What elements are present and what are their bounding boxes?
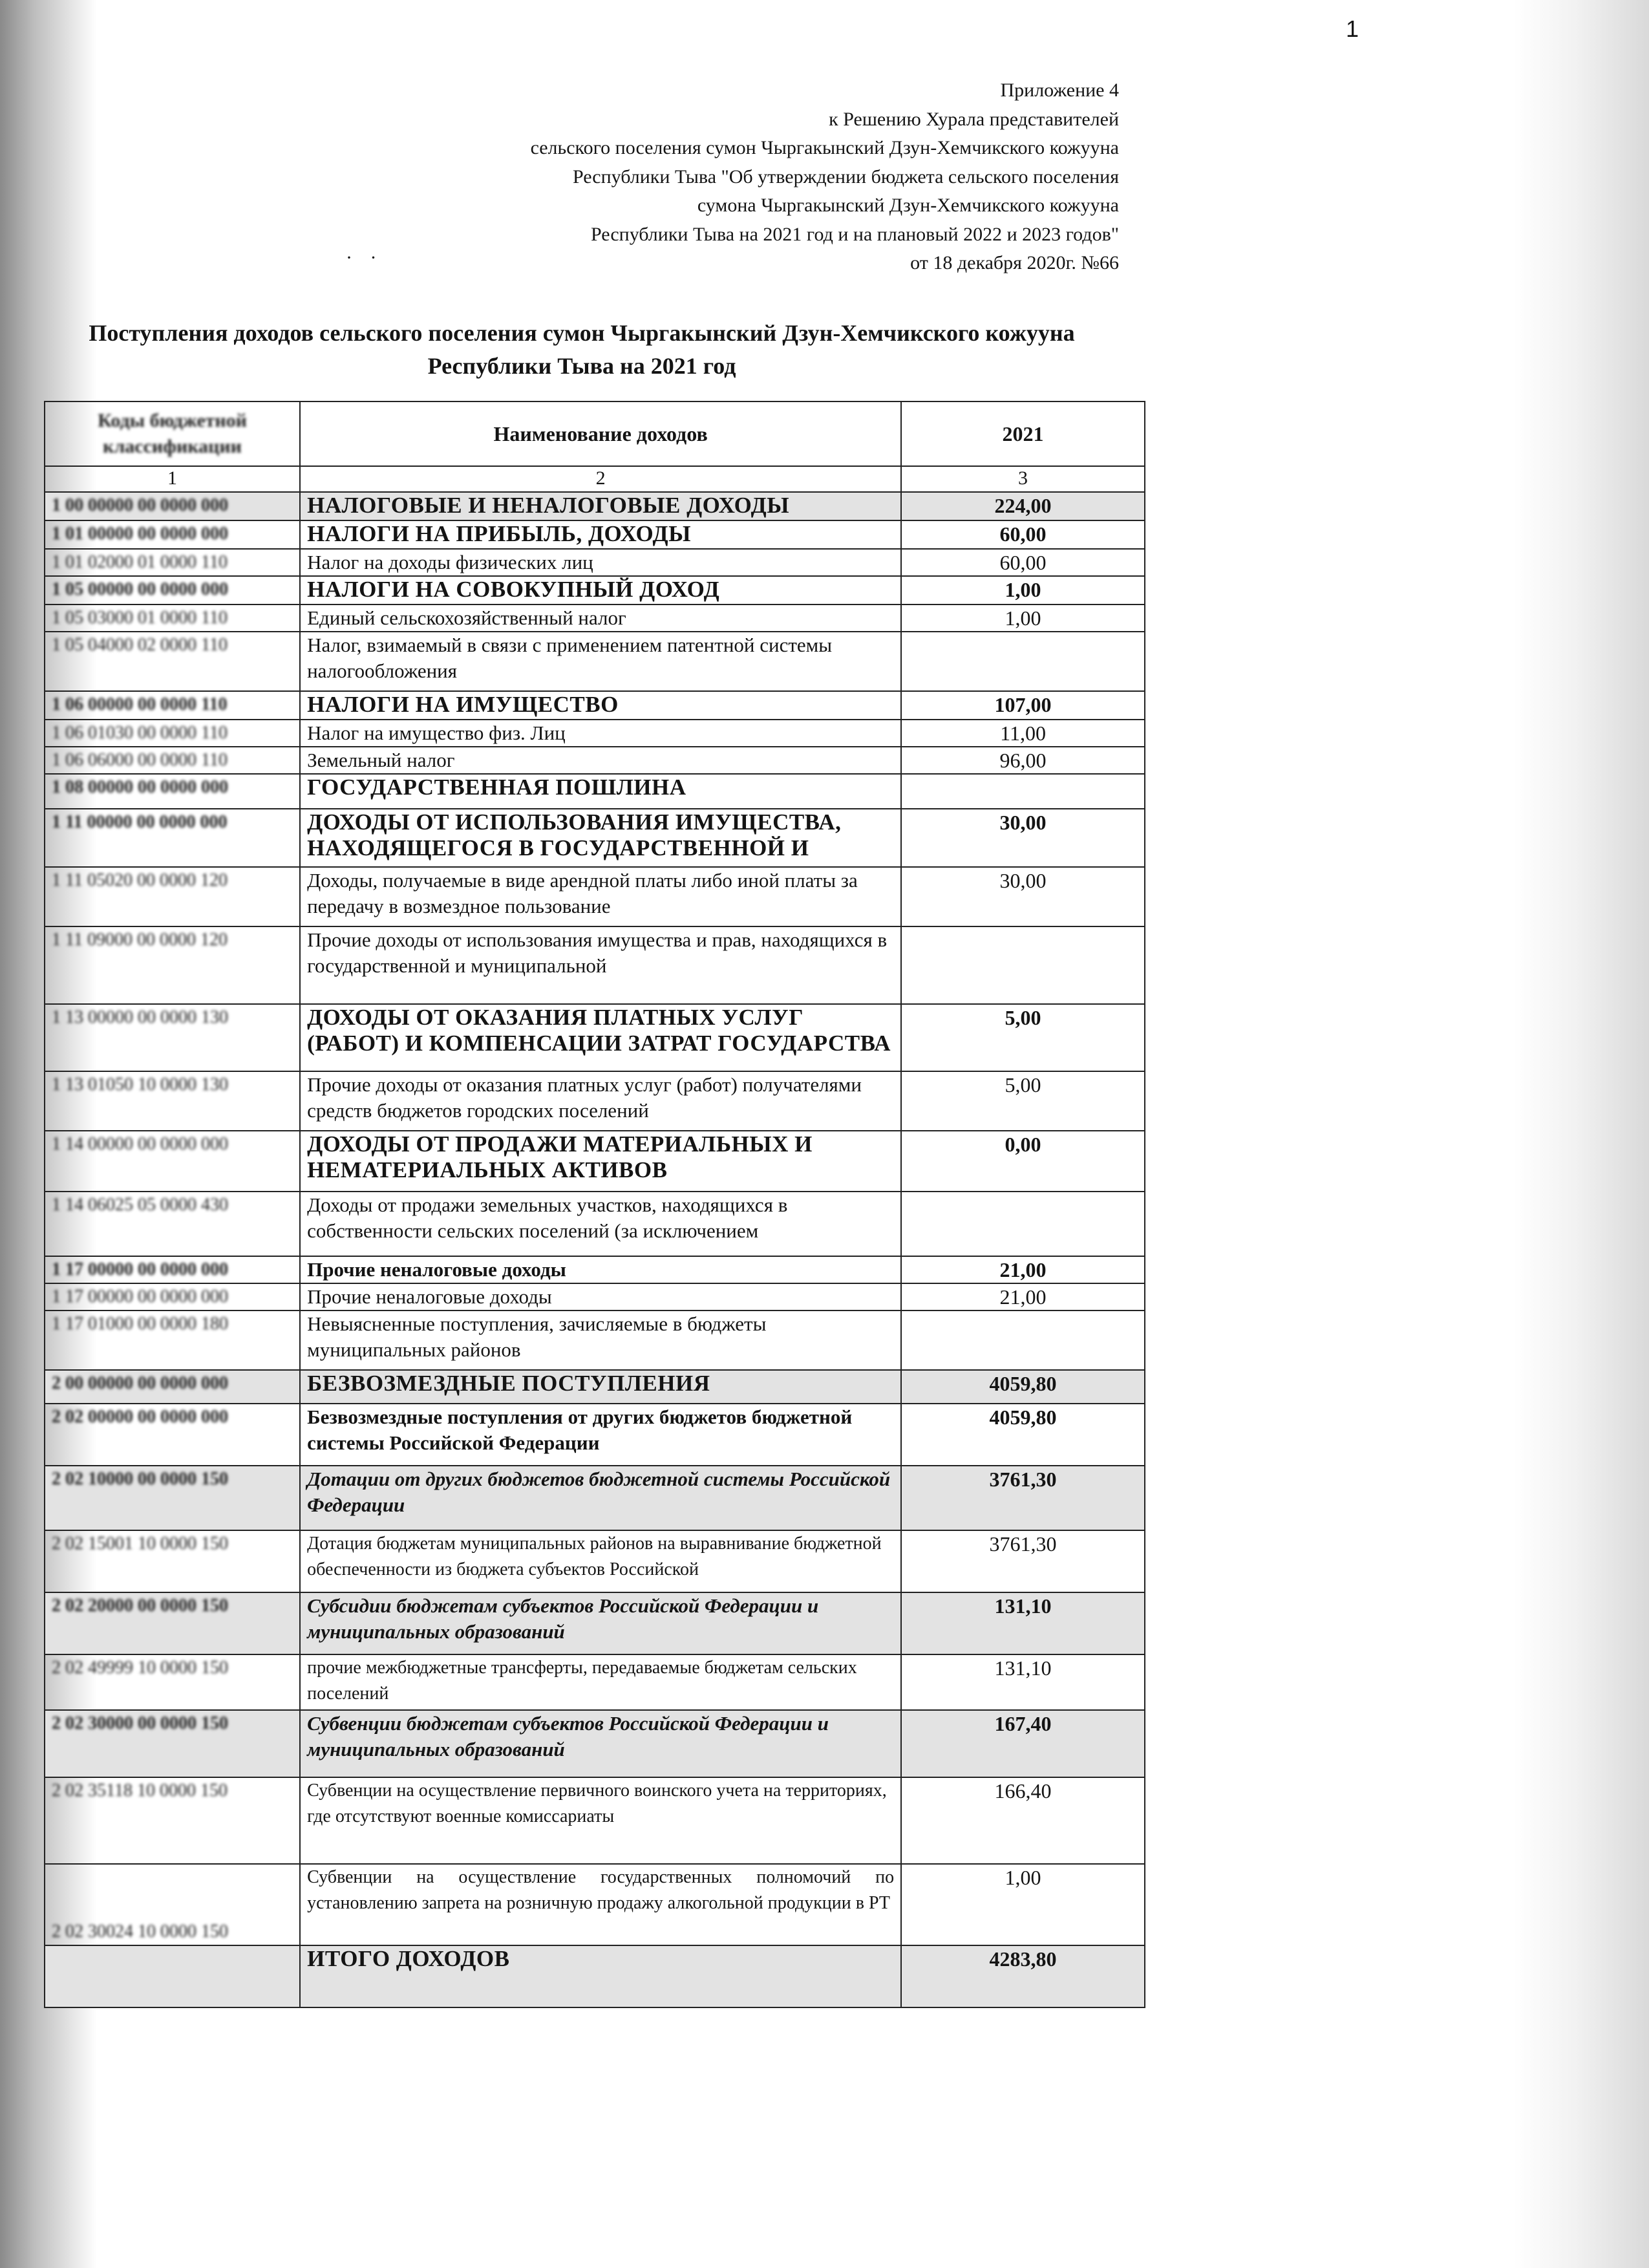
row-name: ДОХОДЫ ОТ ОКАЗАНИЯ ПЛАТНЫХ УСЛУГ (РАБОТ) И КОМПЕНСАЦИИ ЗАТРАТ ГОСУДАРСТВА	[300, 1004, 901, 1071]
table-row	[45, 720, 1145, 747]
row-value: 21,00	[901, 1256, 1145, 1283]
row-name: Прочие доходы от использования имущества и прав, находящихся в государственной и муниципальной	[300, 926, 901, 1004]
row-value: 5,00	[901, 1004, 1145, 1071]
row-value: 1,00	[901, 1864, 1145, 1945]
row-code: 1 17 01000 00 0000 180	[45, 1311, 300, 1370]
row-code: 1 13 00000 00 0000 130	[45, 1004, 300, 1071]
row-name: Прочие неналоговые доходы	[300, 1283, 901, 1311]
table-row	[45, 1710, 1145, 1777]
column-header-year: 2021	[901, 401, 1145, 466]
row-code: 1 11 05020 00 0000 120	[45, 867, 300, 926]
table-row	[45, 1864, 1145, 1945]
row-code: 1 05 03000 01 0000 110	[45, 604, 300, 632]
table-row	[45, 1466, 1145, 1530]
revenue-table	[44, 401, 1145, 2008]
table-row	[45, 1592, 1145, 1654]
total-label: ИТОГО ДОХОДОВ	[300, 1945, 901, 2007]
row-value: 11,00	[901, 720, 1145, 747]
table-row	[45, 1131, 1145, 1192]
table-row	[45, 520, 1145, 549]
table-row	[45, 747, 1145, 774]
row-value: 60,00	[901, 520, 1145, 549]
column-number: 3	[901, 466, 1145, 492]
table-row-total	[45, 1945, 1145, 2007]
appendix-header	[531, 76, 1119, 278]
scan-edge-shadow-right	[1513, 0, 1649, 2268]
row-name: Единый сельскохозяйственный налог	[300, 604, 901, 632]
column-number: 2	[300, 466, 901, 492]
row-value: 1,00	[901, 576, 1145, 604]
row-code: 1 06 01030 00 0000 110	[45, 720, 300, 747]
row-code: 1 14 06025 05 0000 430	[45, 1192, 300, 1256]
table-row	[45, 549, 1145, 576]
table-row	[45, 926, 1145, 1004]
row-code: 2 02 35118 10 0000 150	[45, 1777, 300, 1864]
table-row	[45, 1071, 1145, 1131]
row-code	[45, 1945, 300, 2007]
row-name: НАЛОГОВЫЕ И НЕНАЛОГОВЫЕ ДОХОДЫ	[300, 492, 901, 520]
table-row	[45, 1654, 1145, 1710]
row-code: 2 02 49999 10 0000 150	[45, 1654, 300, 1710]
row-code: 1 00 00000 00 0000 000	[45, 492, 300, 520]
table-row	[45, 604, 1145, 632]
total-value: 4283,80	[901, 1945, 1145, 2007]
row-value: 96,00	[901, 747, 1145, 774]
row-value: 131,10	[901, 1592, 1145, 1654]
row-name: Субвенции на осуществление государственных полномочий по установлению запрета на розничную продажу алкогольной продукции в РТ	[300, 1864, 901, 1945]
row-value: 107,00	[901, 691, 1145, 720]
row-name: Земельный налог	[300, 747, 901, 774]
table-row	[45, 1370, 1145, 1404]
table-row	[45, 1004, 1145, 1071]
row-code: 2 02 30000 00 0000 150	[45, 1710, 300, 1777]
row-code: 2 02 10000 00 0000 150	[45, 1466, 300, 1530]
column-number: 1	[45, 466, 300, 492]
row-code: 1 11 00000 00 0000 000	[45, 809, 300, 867]
row-name: Доходы, получаемые в виде арендной платы либо иной платы за передачу в возмездное пользование	[300, 867, 901, 926]
table-row	[45, 1404, 1145, 1466]
header-line: Приложение 4	[1000, 80, 1119, 101]
column-header-code: Коды бюджетной классификации	[45, 401, 300, 466]
row-name: Налог на имущество физ. Лиц	[300, 720, 901, 747]
row-name: Субвенции бюджетам субъектов Российской Федерации и муниципальных образований	[300, 1710, 901, 1777]
row-name: Невыясненные поступления, зачисляемые в бюджеты муниципальных районов	[300, 1311, 901, 1370]
row-code: 2 00 00000 00 0000 000	[45, 1370, 300, 1404]
document-title	[32, 317, 1131, 383]
row-code: 1 05 00000 00 0000 000	[45, 576, 300, 604]
table-row	[45, 1311, 1145, 1370]
row-value: 3761,30	[901, 1466, 1145, 1530]
column-header-name: Наименование доходов	[300, 401, 901, 466]
row-code: 1 17 00000 00 0000 000	[45, 1256, 300, 1283]
header-line: сумона Чыргакынский Дзун-Хемчикского кожууна	[697, 195, 1119, 216]
table-row	[45, 774, 1145, 809]
row-value: 0,00	[901, 1131, 1145, 1192]
row-value: 3761,30	[901, 1530, 1145, 1592]
table-row	[45, 1777, 1145, 1864]
row-name: НАЛОГИ НА ПРИБЫЛЬ, ДОХОДЫ	[300, 520, 901, 549]
row-name: НАЛОГИ НА СОВОКУПНЫЙ ДОХОД	[300, 576, 901, 604]
title-line-2: Республики Тыва на 2021 год	[427, 353, 736, 379]
row-code: 1 13 01050 10 0000 130	[45, 1071, 300, 1131]
row-value: 224,00	[901, 492, 1145, 520]
table-row	[45, 867, 1145, 926]
header-line: Республики Тыва на 2021 год и на плановый 2022 и 2023 годов"	[590, 223, 1119, 245]
row-value: 5,00	[901, 1071, 1145, 1131]
row-code: 1 06 06000 00 0000 110	[45, 747, 300, 774]
row-code: 1 11 09000 00 0000 120	[45, 926, 300, 1004]
row-value	[901, 1192, 1145, 1256]
row-code: 2 02 20000 00 0000 150	[45, 1592, 300, 1654]
row-code: 1 05 04000 02 0000 110	[45, 632, 300, 691]
row-code: 1 08 00000 00 0000 000	[45, 774, 300, 809]
row-name: БЕЗВОЗМЕЗДНЫЕ ПОСТУПЛЕНИЯ	[300, 1370, 901, 1404]
row-value	[901, 774, 1145, 809]
row-name: Субсидии бюджетам субъектов Российской Федерации и муниципальных образований	[300, 1592, 901, 1654]
row-code: 2 02 30024 10 0000 150	[45, 1864, 300, 1945]
row-name: Дотации от других бюджетов бюджетной системы Российской Федерации	[300, 1466, 901, 1530]
row-code: 2 02 15001 10 0000 150	[45, 1530, 300, 1592]
row-name: ГОСУДАРСТВЕННАЯ ПОШЛИНА	[300, 774, 901, 809]
row-name: Дотация бюджетам муниципальных районов на выравнивание бюджетной обеспеченности из бюджета субъектов Российской	[300, 1530, 901, 1592]
row-value: 60,00	[901, 549, 1145, 576]
page-number: 1	[1346, 16, 1359, 42]
row-name: Прочие доходы от оказания платных услуг (работ) получателями средств бюджетов городских поселений	[300, 1071, 901, 1131]
row-value	[901, 632, 1145, 691]
table-row	[45, 1530, 1145, 1592]
row-code: 1 17 00000 00 0000 000	[45, 1283, 300, 1311]
table-row	[45, 576, 1145, 604]
row-name: Налог, взимаемый в связи с применением патентной системы налогообложения	[300, 632, 901, 691]
row-name: Безвозмездные поступления от других бюджетов бюджетной системы Российской Федерации	[300, 1404, 901, 1466]
row-code: 1 06 00000 00 0000 110	[45, 691, 300, 720]
row-code: 2 02 00000 00 0000 000	[45, 1404, 300, 1466]
row-name: ДОХОДЫ ОТ ПРОДАЖИ МАТЕРИАЛЬНЫХ И НЕМАТЕРИАЛЬНЫХ АКТИВОВ	[300, 1131, 901, 1192]
row-name: Доходы от продажи земельных участков, находящихся в собственности сельских поселений (за исключением	[300, 1192, 901, 1256]
row-value: 131,10	[901, 1654, 1145, 1710]
table-row	[45, 632, 1145, 691]
row-name: Прочие неналоговые доходы	[300, 1256, 901, 1283]
table-row	[45, 1192, 1145, 1256]
row-name: прочие межбюджетные трансферты, передаваемые бюджетам сельских поселений	[300, 1654, 901, 1710]
row-code: 1 14 00000 00 0000 000	[45, 1131, 300, 1192]
table-row	[45, 809, 1145, 867]
row-value: 30,00	[901, 809, 1145, 867]
row-name: НАЛОГИ НА ИМУЩЕСТВО	[300, 691, 901, 720]
header-line: Республики Тыва "Об утверждении бюджета сельского поселения	[572, 166, 1119, 187]
table-row	[45, 1283, 1145, 1311]
row-value: 30,00	[901, 867, 1145, 926]
row-code: 1 01 00000 00 0000 000	[45, 520, 300, 549]
row-name: Налог на доходы физических лиц	[300, 549, 901, 576]
scan-speckles: · ·	[346, 247, 383, 268]
table-row	[45, 691, 1145, 720]
header-line: сельского поселения сумон Чыргакынский Дзун-Хемчикского кожууна	[530, 137, 1119, 158]
table-row	[45, 1256, 1145, 1283]
row-value	[901, 926, 1145, 1004]
row-value: 4059,80	[901, 1370, 1145, 1404]
row-code: 1 01 02000 01 0000 110	[45, 549, 300, 576]
row-value: 167,40	[901, 1710, 1145, 1777]
row-value: 1,00	[901, 604, 1145, 632]
column-number-row	[45, 466, 1145, 492]
title-line-1: Поступления доходов сельского поселения сумон Чыргакынский Дзун-Хемчикского кожууна	[89, 320, 1075, 346]
header-line: от 18 декабря 2020г. №66	[910, 252, 1119, 273]
row-value: 166,40	[901, 1777, 1145, 1864]
table-header-row	[45, 401, 1145, 466]
row-name: Субвенции на осуществление первичного воинского учета на территориях, где отсутствуют военные комиссариаты	[300, 1777, 901, 1864]
table-row	[45, 492, 1145, 520]
row-value: 4059,80	[901, 1404, 1145, 1466]
header-line: к Решению Хурала представителей	[829, 108, 1119, 130]
row-value: 21,00	[901, 1283, 1145, 1311]
row-value	[901, 1311, 1145, 1370]
row-name: ДОХОДЫ ОТ ИСПОЛЬЗОВАНИЯ ИМУЩЕСТВА, НАХОДЯЩЕГОСЯ В ГОСУДАРСТВЕННОЙ И	[300, 809, 901, 867]
